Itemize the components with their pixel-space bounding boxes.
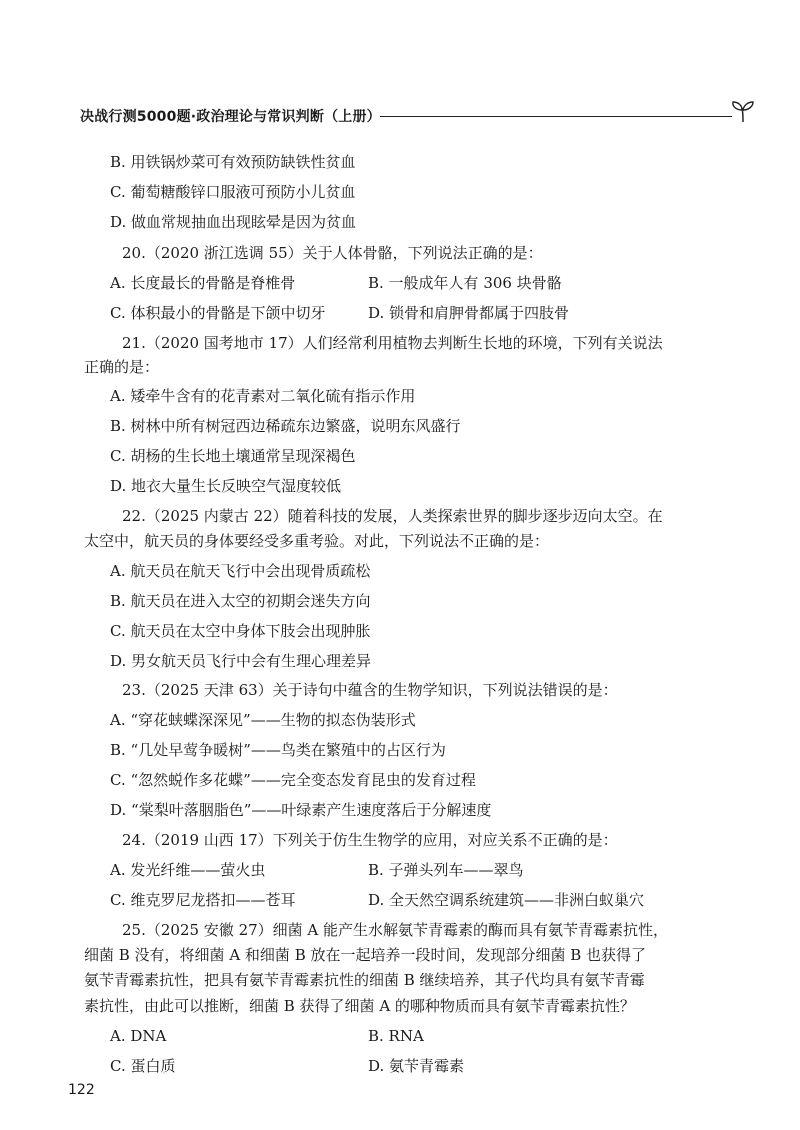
option-line: C. 体积最小的骨骼是下颌中切牙	[110, 304, 326, 322]
option-line: D. 氨苄青霉素	[368, 1057, 465, 1075]
option-line: D. 全天然空调系统建筑——非洲白蚁巢穴	[368, 891, 645, 909]
option-line: B. “几处早莺争暖树”——鸟类在繁殖中的占区行为	[110, 741, 446, 759]
question-stem: 22.（2025 内蒙古 22）随着科技的发展，人类探索世界的脚步逐步迈向太空。在	[122, 507, 663, 525]
option-line: B. RNA	[368, 1027, 424, 1045]
option-line: C. 航天员在太空中身体下肢会出现肿胀	[110, 622, 371, 640]
option-line: A. 发光纤维——萤火虫	[110, 861, 266, 879]
option-line: D. 做血常规抽血出现眩晕是因为贫血	[110, 213, 357, 231]
page-number: 122	[68, 1082, 95, 1098]
question-stem: 21.（2020 国考地市 17）人们经常利用植物去判断生长地的环境，下列有关说法	[122, 334, 663, 352]
question-stem: 素抗性，由此可以推断，细菌 B 获得了细菌 A 的哪种物质而具有氨苄青霉素抗性？	[84, 997, 635, 1015]
question-stem: 正确的是：	[84, 358, 160, 376]
question-stem: 太空中，航天员的身体要经受多重考验。对此，下列说法不正确的是：	[84, 532, 550, 550]
question-stem: 24.（2019 山西 17）下列关于仿生生物学的应用，对应关系不正确的是：	[122, 831, 618, 849]
question-stem: 细菌 B 没有，将细菌 A 和细菌 B 放在一起培养一段时间，发现部分细菌 B 也获得了	[84, 946, 647, 964]
question-stem: 氨苄青霉素抗性，把具有氨苄青霉素抗性的细菌 B 继续培养，其子代均具有氨苄青霉	[84, 971, 645, 989]
option-line: D. “棠梨叶落胭脂色”——叶绿素产生速度落后于分解速度	[110, 801, 492, 819]
question-stem: 20.（2020 浙江选调 55）关于人体骨骼，下列说法正确的是：	[122, 244, 543, 262]
option-line: A. 矮牵牛含有的花青素对二氧化硫有指示作用	[110, 387, 416, 405]
option-line: A. “穿花蛱蝶深深见”——生物的拟态伪装形式	[110, 711, 416, 729]
option-line: C. 维克罗尼龙搭扣——苍耳	[110, 891, 296, 909]
sprout-icon	[728, 98, 758, 128]
option-line: C. 葡萄糖酸锌口服液可预防小儿贫血	[110, 183, 356, 201]
option-line: B. 航天员在进入太空的初期会迷失方向	[110, 592, 371, 610]
option-line: B. 子弹头列车——翠鸟	[368, 861, 524, 879]
question-stem: 25.（2025 安徽 27）细菌 A 能产生水解氨苄青霉素的酶而具有氨苄青霉素抗性，	[122, 921, 669, 939]
option-line: A. 长度最长的骨骼是脊椎骨	[110, 274, 296, 292]
header-title: 决战行测5000题·政治理论与常识判断（上册）	[80, 109, 381, 125]
option-line: B. 用铁锅炒菜可有效预防缺铁性贫血	[110, 153, 356, 171]
option-line: D. 锁骨和肩胛骨都属于四肢骨	[368, 304, 570, 322]
option-line: A. 航天员在航天飞行中会出现骨质疏松	[110, 562, 371, 580]
option-line: B. 树林中所有树冠西边稀疏东边繁盛，说明东风盛行	[110, 417, 461, 435]
option-line: C. 蛋白质	[110, 1057, 176, 1075]
running-header	[80, 102, 680, 132]
option-line: D. 地衣大量生长反映空气湿度较低	[110, 477, 342, 495]
option-line: A. DNA	[110, 1027, 167, 1045]
option-line: B. 一般成年人有 306 块骨骼	[368, 274, 562, 292]
header-rule	[380, 116, 732, 117]
option-line: C. “忽然蜕作多花蝶”——完全变态发育昆虫的发育过程	[110, 771, 476, 789]
question-stem: 23.（2025 天津 63）关于诗句中蕴含的生物学知识，下列说法错误的是：	[122, 681, 618, 699]
option-line: C. 胡杨的生长地土壤通常呈现深褐色	[110, 447, 356, 465]
option-line: D. 男女航天员飞行中会有生理心理差异	[110, 652, 372, 670]
